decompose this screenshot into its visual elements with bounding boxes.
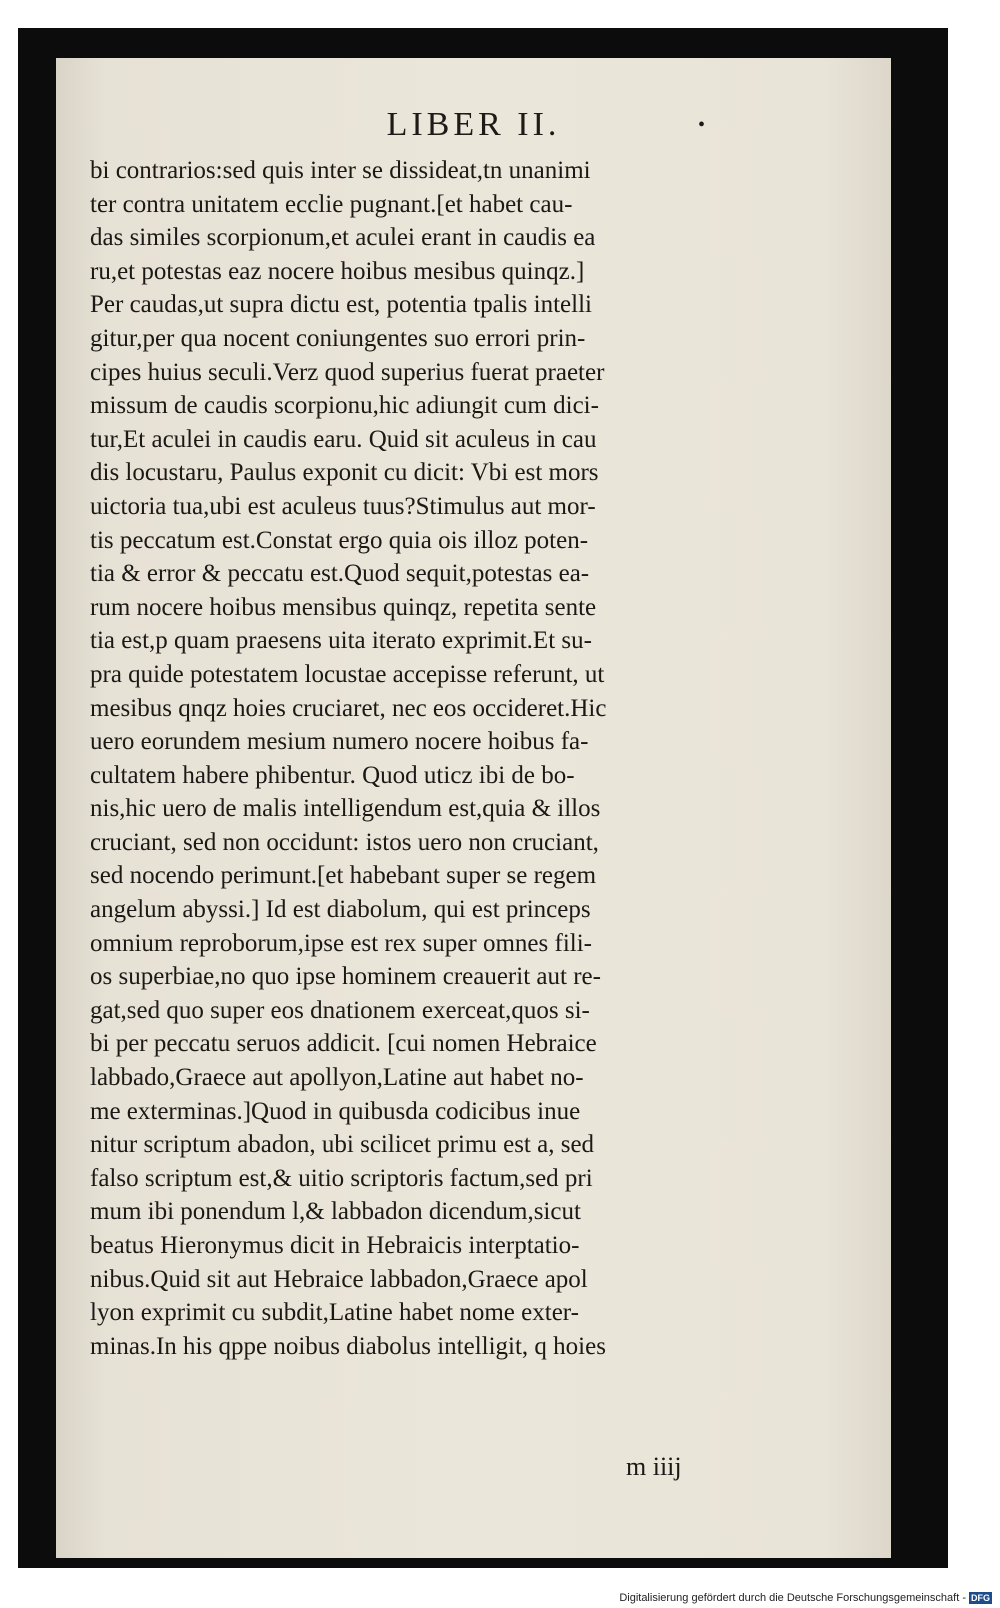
signature-mark: m iiij <box>626 1452 682 1481</box>
text-line: tia & error & peccatu est.Quod sequit,potestas ea- <box>90 560 590 588</box>
book-leaf <box>56 58 891 1558</box>
text-line: nis,hic uero de malis intelligendum est,quia & illos <box>90 795 601 823</box>
text-line: beatus Hieronymus dicit in Hebraicis interptatio- <box>90 1232 580 1259</box>
running-title: LIBER II. <box>386 106 561 143</box>
page-border <box>18 28 948 1568</box>
text-line: bi per peccatu seruos addicit. [cui nomen Hebraice <box>90 1030 597 1058</box>
text-line: me exterminas.]Quod in quibusda codicibus inue <box>90 1097 581 1125</box>
text-line: ru,et potestas eaz nocere hoibus mesibus quinqz.] <box>90 257 585 285</box>
text-line: bi contrarios:sed quis inter se dissideat,tn unanimi <box>90 157 591 184</box>
text-line: das similes scorpionum,et aculei erant in caudis ea <box>90 224 596 252</box>
text-line: gitur,per qua nocent coniungentes suo errori prin- <box>90 324 586 352</box>
dfg-logo-icon: DFG <box>971 1593 990 1603</box>
text-line: tur,Et aculei in caudis earu. Quid sit aculeus in cau <box>90 425 597 453</box>
header-ornament: • <box>698 114 706 136</box>
text-line: mesibus qnqz hoies cruciaret, nec eos occideret.Hic <box>90 694 607 722</box>
text-line: os superbiae,no quo ipse hominem creauerit aut re- <box>90 963 601 991</box>
text-line: cipes huius seculi.Verz quod superius fuerat praeter <box>90 358 605 386</box>
text-line: cultatem habere phibentur. Quod uticz ibi de bo- <box>90 761 575 789</box>
text-line: omnium reproborum,ipse est rex super omnes fili- <box>90 929 592 957</box>
text-line: tia est,p quam praesens uita iterato exprimit.Et su- <box>90 627 592 655</box>
text-line: falso scriptum est,& uitio scriptoris factum,sed pri <box>90 1164 593 1192</box>
text-line: dis locustaru, Paulus exponit cu dicit: Vbi est mors <box>90 459 599 487</box>
text-line: uictoria tua,ubi est aculeus tuus?Stimulus aut mor- <box>90 492 596 520</box>
text-line: uero eorundem mesium numero nocere hoibus fa- <box>90 728 589 756</box>
text-line: minas.In his qppe noibus diabolus intelligit, q hoies <box>90 1332 606 1360</box>
text-line: cruciant, sed non occidunt: istos uero non cruciant, <box>90 828 599 856</box>
text-line: angelum abyssi.] Id est diabolum, qui est princeps <box>90 896 591 924</box>
text-line: tis peccatum est.Constat ergo quia ois illoz poten- <box>90 526 589 554</box>
text-line: gat,sed quo super eos dnationem exerceat,quos si- <box>90 996 590 1024</box>
digitization-credit <box>619 1592 992 1604</box>
text-line: missum de caudis scorpionu,hic adiungit cum dici- <box>90 392 599 420</box>
text-line: rum nocere hoibus mensibus quinqz, repetita sente <box>90 593 597 621</box>
credit-text: Digitalisierung gefördert durch die Deutsche Forschungsgemeinschaft - <box>619 1592 966 1604</box>
text-line: mum ibi ponendum l,& labbadon dicendum,sicut <box>90 1198 581 1226</box>
text-line: pra quide potestatem locustae accepisse referunt, ut <box>90 660 605 688</box>
text-line: lyon exprimit cu subdit,Latine habet nome exter- <box>90 1299 579 1327</box>
text-line: Per caudas,ut supra dictu est, potentia tpalis intelli <box>90 291 592 319</box>
text-line: sed nocendo perimunt.[et habebant super se regem <box>90 862 597 890</box>
text-line: ter contra unitatem ecclie pugnant.[et habet cau- <box>90 190 573 218</box>
body-text <box>90 154 880 1363</box>
text-line: nitur scriptum abadon, ubi scilicet primu est a, sed <box>90 1131 595 1159</box>
text-line: labbado,Graece aut apollyon,Latine aut habet no- <box>90 1064 584 1092</box>
text-line: nibus.Quid sit aut Hebraice labbadon,Graece apol <box>90 1265 588 1293</box>
